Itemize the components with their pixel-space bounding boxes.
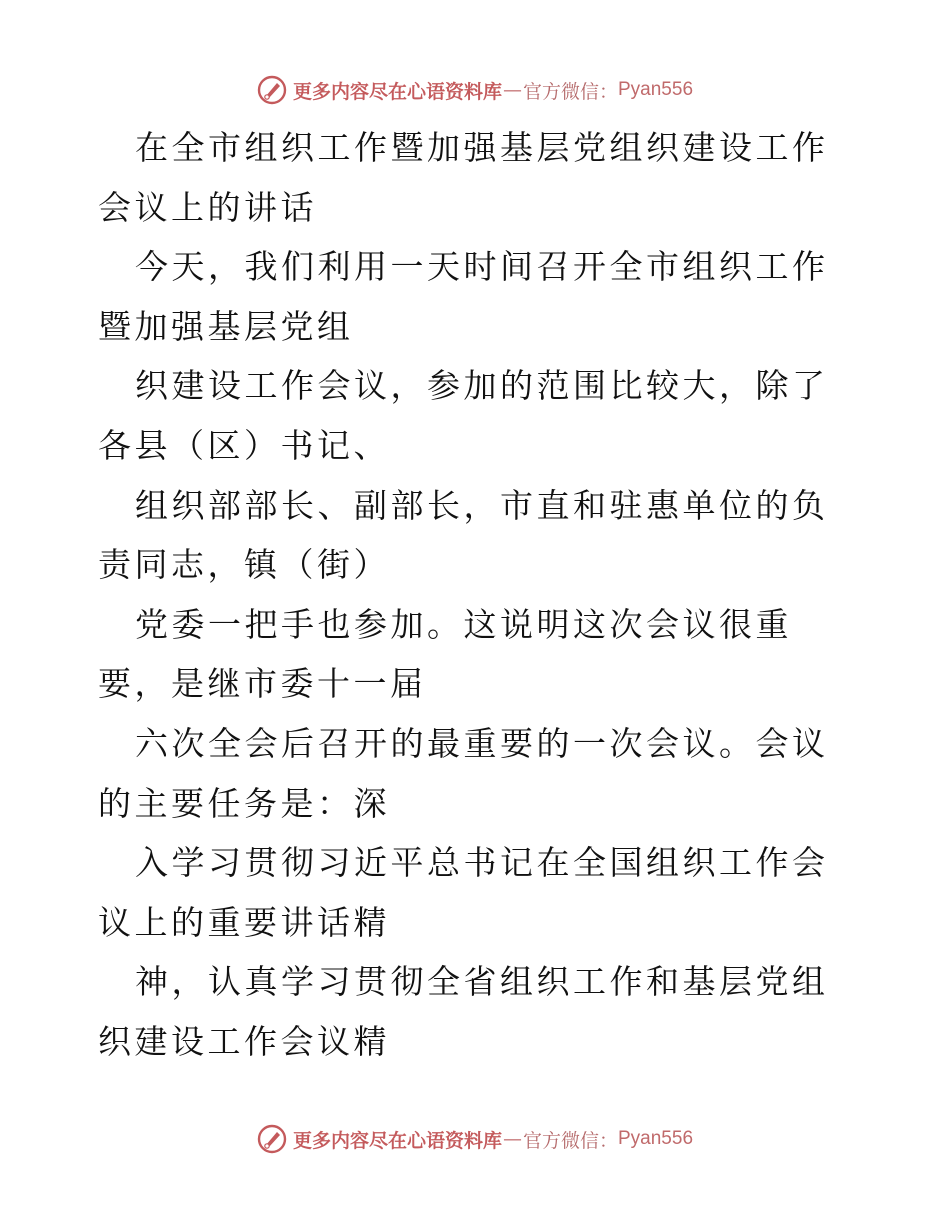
pen-nib-logo-icon [257, 75, 287, 105]
header-watermark [0, 70, 950, 110]
watermark-separator: — [502, 79, 522, 101]
paragraph: 今天，我们利用一天时间召开全市组织工作暨加强基层党组 [98, 247, 829, 346]
pen-nib-logo-icon [257, 1124, 287, 1154]
watermark-wechat-label: 官方微信： [522, 80, 618, 103]
watermark-wechat-label: 官方微信： [522, 1129, 618, 1152]
document-body [98, 118, 858, 1072]
watermark-site-text: 更多内容尽在心语资料库 [292, 80, 502, 103]
watermark-site-text: 更多内容尽在心语资料库 [292, 1129, 502, 1152]
paragraph: 织建设工作会议，参加的范围比较大，除了各县（区）书记、 [98, 366, 829, 465]
paragraph: 神，认真学习贯彻全省组织工作和基层党组织建设工作会议精 [98, 962, 829, 1061]
watermark-account: Pyan556 [618, 79, 694, 100]
watermark-account: Pyan556 [618, 1128, 694, 1149]
paragraph: 党委一把手也参加。这说明这次会议很重要，是继市委十一届 [98, 604, 792, 704]
paragraph: 六次全会后召开的最重要的一次会议。会议的主要任务是：深 [98, 723, 829, 823]
paragraph: 组织部部长、副部长，市直和驻惠单位的负责同志，镇（街） [98, 485, 829, 585]
watermark-separator: — [502, 1128, 522, 1150]
paragraph: 入学习贯彻习近平总书记在全国组织工作会议上的重要讲话精 [98, 843, 829, 942]
document-title: 在全市组织工作暨加强基层党组织建设工作会议上的讲话 [98, 128, 829, 227]
footer-watermark [0, 1119, 950, 1159]
